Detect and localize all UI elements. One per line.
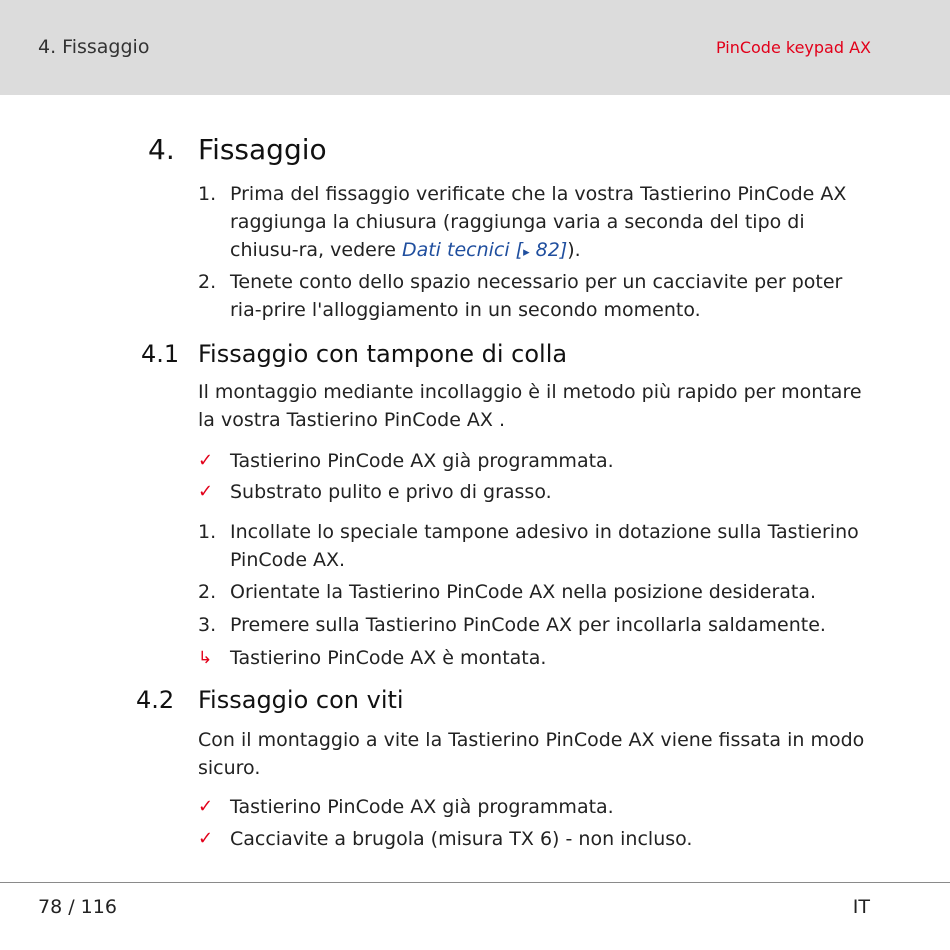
step-number: 1. (198, 183, 217, 205)
page-header (0, 0, 950, 95)
step-number: 2. (198, 581, 217, 603)
prerequisite-text: Tastierino PinCode AX già programmata. (230, 796, 614, 818)
section-number: 4.2 (136, 686, 175, 714)
step-number: 3. (198, 614, 217, 636)
page-number: 78 / 116 (38, 896, 117, 918)
chapter-title: 4. Fissaggio (38, 36, 150, 58)
list-item (198, 518, 878, 574)
list-item (198, 644, 878, 672)
step-number: 2. (198, 271, 217, 293)
list-item (198, 268, 878, 324)
section-number: 4. (148, 133, 175, 166)
step-text: Incollate lo speciale tampone adesivo in dotazione sulla Tastierino PinCode AX. (230, 521, 859, 571)
section-number: 4.1 (141, 340, 180, 368)
section-title: Fissaggio con viti (198, 686, 404, 714)
arrow-right-icon: ▸ (523, 245, 530, 260)
result-arrow-icon: ↳ (198, 648, 213, 668)
prerequisite-text: Substrato pulito e privo di grasso. (230, 481, 552, 503)
check-icon: ✓ (198, 828, 214, 849)
prerequisite-text: Tastierino PinCode AX già programmata. (230, 450, 614, 472)
step-text: Prima del fissaggio verificate che la vostra Tastierino PinCode AX raggiunga la chiusura (raggiunga varia a seconda del tipo di chiusu-ra, vedere Dati tecnici [▸ 82]). (230, 183, 847, 261)
list-item (198, 825, 878, 853)
technical-data-link[interactable]: Dati tecnici [▸ 82] (401, 239, 568, 261)
step-number: 1. (198, 521, 217, 543)
language-code: IT (852, 896, 870, 918)
prerequisite-text: Cacciavite a brugola (misura TX 6) - non incluso. (230, 828, 693, 850)
list-item (198, 478, 878, 506)
section-intro: Il montaggio mediante incollaggio è il metodo più rapido per montare la vostra Tastierino PinCode AX . (198, 381, 862, 431)
section-intro: Con il montaggio a vite la Tastierino PinCode AX viene fissata in modo sicuro. (198, 729, 865, 779)
step-text: Premere sulla Tastierino PinCode AX per incollarla saldamente. (230, 614, 826, 636)
list-item (198, 793, 878, 821)
product-name: PinCode keypad AX (715, 38, 871, 57)
step-text: Tenete conto dello spazio necessario per un cacciavite per poter ria-prire l'alloggiamento in un secondo momento. (230, 271, 843, 321)
check-icon: ✓ (198, 450, 214, 471)
check-icon: ✓ (198, 796, 214, 817)
section-title: Fissaggio (198, 133, 327, 166)
list-item (198, 578, 878, 606)
footer-divider (0, 882, 950, 883)
list-item (198, 611, 878, 639)
list-item (198, 180, 878, 267)
list-item (198, 447, 878, 475)
step-text: Orientate la Tastierino PinCode AX nella posizione desiderata. (230, 581, 817, 603)
check-icon: ✓ (198, 481, 214, 502)
result-text: Tastierino PinCode AX è montata. (230, 647, 547, 669)
section-title: Fissaggio con tampone di colla (198, 340, 568, 368)
